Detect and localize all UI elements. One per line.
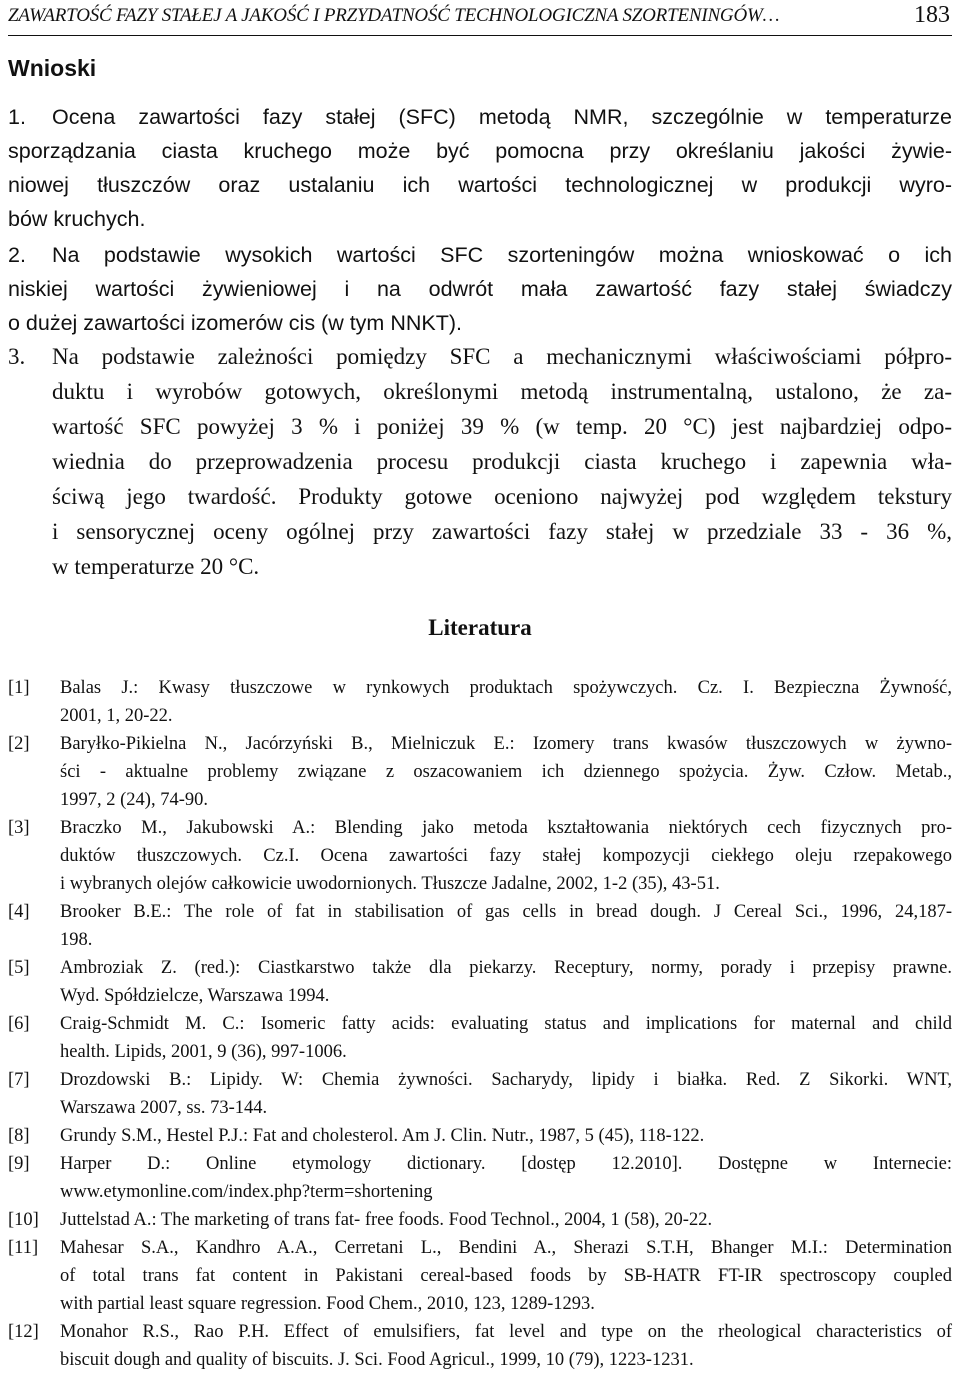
text-line: niowej tłuszczów oraz ustalaniu ich wartości technologicznej w produkcji wyro- (8, 173, 952, 197)
reference-line: duktów tłuszczowych. Cz.I. Ocena zawartości fazy stałej kompozycji ciekłego oleju rzepakowego (60, 846, 952, 866)
reference-line: ści - aktualne problemy związane z oszacowaniem ich dziennego spożycia. Żyw. Człow. Metab., (60, 762, 952, 782)
reference-line: 2001, 1, 20-22. (60, 706, 173, 726)
reference-number: [5] (8, 958, 30, 978)
reference-text (60, 1234, 952, 1318)
reference-line: Juttelstad A.: The marketing of trans fat- free foods. Food Technol., 2004, 1 (58), 20-22. (60, 1210, 713, 1230)
text-line: niskiej wartości żywieniowej i na odwrót mała zawartość fazy stałej świadczy (8, 277, 952, 301)
reference-line: Harper D.: Online etymology dictionary. [dostęp 12.2010]. Dostępne w Internecie: (60, 1154, 952, 1174)
reference-text (60, 1206, 952, 1234)
reference-line: Monahor R.S., Rao P.H. Effect of emulsifiers, fat level and type on the rheological characteristics of (60, 1322, 952, 1342)
reference-line: of total trans fat content in Pakistani cereal-based foods by SB-HATR FT-IR spectroscopy coupled (60, 1266, 952, 1286)
reference-text (60, 1066, 952, 1122)
reference-text (60, 1150, 952, 1206)
reference-line: with partial least square regression. Food Chem., 2010, 123, 1289-1293. (60, 1294, 595, 1314)
reference-line: Drozdowski B.: Lipidy. W: Chemia żywności. Sacharydy, lipidy i białka. Red. Z Sikorki. WNT, (60, 1070, 952, 1090)
text-line: Ocena zawartości fazy stałej (SFC) metodą NMR, szczególnie w temperaturze (52, 105, 952, 129)
reference-text (60, 1122, 952, 1150)
reference-line: Warszawa 2007, ss. 73-144. (60, 1098, 268, 1118)
reference-number: [4] (8, 902, 30, 922)
reference-line: 198. (60, 930, 93, 950)
conclusion-item-3 (8, 339, 952, 584)
reference-text (60, 1318, 952, 1374)
conclusion-number: 1. (8, 105, 26, 129)
reference-text (60, 954, 952, 1010)
text-line: bów kruchych. (8, 207, 146, 231)
reference-number: [2] (8, 734, 30, 754)
reference-line: i wybranych olejów całkowicie uwodornionych. Tłuszcze Jadalne, 2002, 1-2 (35), 43-51. (60, 874, 720, 894)
text-line: o dużej zawartości izomerów cis (w tym NNKT). (8, 311, 462, 335)
text-line: wiednia do przeprowadzenia procesu produkcji ciasta kruchego i zapewnia wła- (52, 449, 952, 474)
reference-line: Mahesar S.A., Kandhro A.A., Cerretani L., Bendini A., Sherazi S.T.H, Bhanger M.I.: Determination (60, 1238, 952, 1258)
reference-text (60, 1010, 952, 1066)
conclusion-item-1 (8, 100, 952, 236)
reference-line: Wyd. Spółdzielcze, Warszawa 1994. (60, 986, 330, 1006)
text-line: duktu i wyrobów gotowych, określonymi metodą instrumentalną, ustalono, że za- (52, 379, 952, 404)
text-line: w temperaturze 20 °C. (52, 554, 260, 579)
literature-heading: Literatura (428, 615, 532, 640)
running-header (8, 2, 952, 36)
reference-line: Balas J.: Kwasy tłuszczowe w rynkowych produktach spożywczych. Cz. I. Bezpieczna Żywność, (60, 678, 952, 698)
reference-number: [3] (8, 818, 30, 838)
reference-line: Grundy S.M., Hestel P.J.: Fat and cholesterol. Am J. Clin. Nutr., 1987, 5 (45), 118-122. (60, 1126, 705, 1146)
text-line: Na podstawie zależności pomiędzy SFC a mechanicznymi właściwościami półpro- (52, 344, 952, 369)
reference-text (60, 814, 952, 898)
text-line: wartość SFC powyżej 3 % i poniżej 39 % (w temp. 20 °C) jest najbardziej odpo- (52, 414, 952, 439)
reference-text (60, 898, 952, 954)
reference-number: [8] (8, 1126, 30, 1146)
reference-text (60, 674, 952, 730)
page-number: 183 (914, 2, 950, 28)
reference-line: Baryłko-Pikielna N., Jacórzyński B., Mielniczuk E.: Izomery trans kwasów tłuszczowych w żywno- (60, 734, 952, 754)
text-line: i sensorycznej oceny ogólnej przy zawartości fazy stałej w przedziale 33 - 36 %, (52, 519, 952, 544)
conclusion-number: 3. (8, 344, 26, 369)
text-line: Na podstawie wysokich wartości SFC szorteningów można wnioskować o ich (52, 243, 952, 267)
reference-line: 1997, 2 (24), 74-90. (60, 790, 208, 810)
reference-line: biscuit dough and quality of biscuits. J. Sci. Food Agricul., 1999, 10 (79), 1223-1231. (60, 1350, 694, 1370)
reference-line: Braczko M., Jakubowski A.: Blending jako metoda kształtowania niektórych cech fizycznych pro- (60, 818, 952, 838)
reference-number: [7] (8, 1070, 30, 1090)
reference-line: Craig-Schmidt M. C.: Isomeric fatty acids: evaluating status and implications for maternal and child (60, 1014, 952, 1034)
reference-number: [1] (8, 678, 30, 698)
conclusions-heading: Wnioski (8, 55, 97, 81)
running-title: ZAWARTOŚĆ FAZY STAŁEJ A JAKOŚĆ I PRZYDATNOŚĆ TECHNOLOGICZNA SZORTENINGÓW… (8, 5, 780, 26)
reference-number: [12] (8, 1322, 39, 1342)
reference-number: [9] (8, 1154, 30, 1174)
reference-line: health. Lipids, 2001, 9 (36), 997-1006. (60, 1042, 347, 1062)
reference-line: Brooker B.E.: The role of fat in stabilisation of gas cells in bread dough. J Cereal Sci., 1996, 24,187- (60, 902, 952, 922)
reference-number: [6] (8, 1014, 30, 1034)
conclusion-item-2 (8, 238, 952, 340)
reference-line: Ambroziak Z. (red.): Ciastkarstwo także dla piekarzy. Receptury, normy, porady i przepisy prawne. (60, 958, 952, 978)
reference-number: [10] (8, 1210, 39, 1230)
conclusion-number: 2. (8, 243, 26, 267)
text-line: ściwą jego twardość. Produkty gotowe oceniono najwyżej pod względem tekstury (52, 484, 952, 509)
reference-text (60, 730, 952, 814)
reference-number: [11] (8, 1238, 39, 1258)
reference-line: www.etymonline.com/index.php?term=shortening (60, 1182, 433, 1202)
text-line: sporządzania ciasta kruchego może być pomocna przy określaniu jakości żywie- (8, 139, 952, 163)
